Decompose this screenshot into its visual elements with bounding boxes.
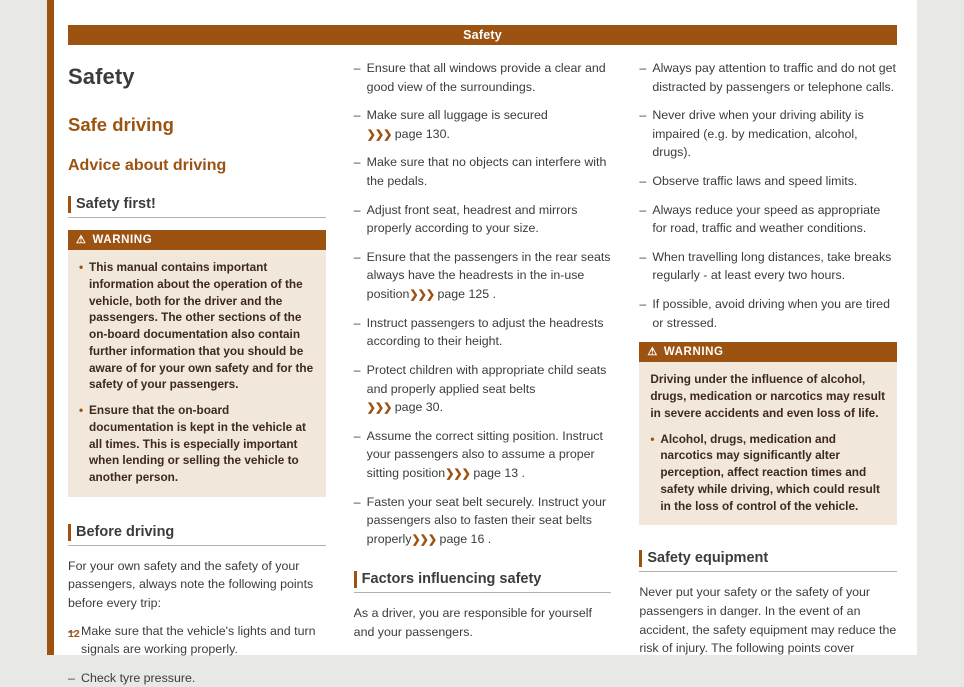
list-item <box>354 153 612 190</box>
heading-before-driving-label: Before driving <box>76 523 175 540</box>
cross-reference-label: page 125 . <box>437 287 497 302</box>
document-page <box>47 0 917 685</box>
cross-reference-label: page 16 . <box>439 531 492 546</box>
list-item-text: Fasten your seat belt securely. Instruct your passengers also to fasten their seat belts properly <box>366 494 607 546</box>
page-number: 12 <box>68 628 80 640</box>
list-item: – Observe traffic laws and speed limits. <box>639 172 897 191</box>
chevron-right-icon: ❯❯❯ <box>411 533 437 546</box>
list-item <box>354 248 612 304</box>
cross-reference[interactable] <box>409 287 496 301</box>
list-item: – Never drive when your driving ability is impaired (e.g. by medication, alcohol, drugs). <box>639 106 897 162</box>
cross-reference-label: page 13 . <box>473 465 525 480</box>
section-title-safe-driving: Safe driving <box>68 114 174 135</box>
page-title: Safety <box>68 64 135 89</box>
heading-safety-equipment <box>639 549 897 572</box>
list-item <box>354 361 612 417</box>
list-item-text: Adjust front seat, headrest and mirrors properly according to your size. <box>366 202 578 236</box>
chevron-right-icon: ❯❯❯ <box>445 467 470 480</box>
list-item-text: Protect children with appropriate child seats and properly applied seat belts <box>366 362 607 396</box>
heading-factors-influencing-safety <box>354 570 612 593</box>
cross-reference[interactable] <box>367 127 450 141</box>
list-item: – Always pay attention to traffic and do not get distracted by passengers or telephone calls. <box>639 59 897 96</box>
list-item-text: Make sure that no objects can interfere with the pedals. <box>366 155 607 189</box>
warning-triangle-icon: ⚠ <box>76 233 87 246</box>
chevron-right-icon: ❯❯❯ <box>409 289 435 302</box>
cross-reference[interactable] <box>411 532 491 546</box>
factors-body-text: As a driver, you are responsible for yourself and your passengers. <box>353 606 592 640</box>
driving-responsibility-list <box>639 59 897 332</box>
heading-factors-label: Factors influencing safety <box>361 571 542 588</box>
chevron-right-icon: ❯❯❯ <box>366 128 392 141</box>
list-item-text: Instruct passengers to adjust the headrests according to their height. <box>366 315 604 349</box>
warning-box-header <box>639 342 897 362</box>
list-item <box>354 314 612 351</box>
heading-safety-first <box>68 195 326 218</box>
column-right <box>639 55 897 656</box>
column-middle <box>353 55 612 640</box>
heading-safety-first-label: Safety first! <box>76 196 156 212</box>
cross-reference-label: page 30. <box>394 400 444 415</box>
list-item-text: Assume the correct sitting position. Instruct your passengers also to assume a proper sitting position <box>366 428 603 480</box>
before-driving-list <box>68 622 326 687</box>
warning-box-body <box>639 362 897 525</box>
warning-box-header <box>68 230 326 250</box>
cross-reference[interactable] <box>367 400 443 414</box>
list-item <box>354 201 612 238</box>
before-driving-intro: For your own safety and the safety of your passengers, always note the following points before every trip: <box>68 558 314 610</box>
warning-paragraph: Driving under the influence of alcohol, drugs, medication or narcotics may result in severe accidents and even loss of life. <box>650 372 886 420</box>
cross-reference-label: page 130. <box>394 126 450 141</box>
list-item-text: Make sure all luggage is secured <box>366 108 548 123</box>
warning-paragraph: • Ensure that the on-board documentation is kept in the vehicle at all times. This is especially important when lending or selling the vehicle to another person. <box>79 402 315 486</box>
page-accent-bar <box>47 0 54 655</box>
list-item <box>354 59 612 96</box>
list-item: – Check tyre pressure. <box>68 669 326 687</box>
list-item <box>354 106 612 143</box>
page-columns <box>68 55 897 685</box>
page-header-band: Safety <box>68 25 897 45</box>
list-item: – If possible, avoid driving when you are tired or stressed. <box>639 295 897 332</box>
chevron-right-icon: ❯❯❯ <box>366 402 392 415</box>
list-item-text: Ensure that all windows provide a clear and good view of the surroundings. <box>366 61 606 94</box>
heading-before-driving <box>68 523 326 546</box>
warning-label: WARNING <box>663 346 724 359</box>
list-item: – When travelling long distances, take breaks regularly - at least every two hours. <box>639 248 897 285</box>
heading-safety-equipment-label: Safety equipment <box>647 550 769 567</box>
warning-box-impairment <box>639 342 897 525</box>
list-item <box>354 427 612 483</box>
list-item <box>354 493 612 549</box>
warning-box-manual <box>68 230 326 497</box>
warning-paragraph: • Alcohol, drugs, medication and narcotics may significantly alter perception, affect reaction times and safety while driving, which could result in the loss of control of the vehicle. <box>650 431 886 515</box>
list-item: – Make sure that the vehicle's lights and turn signals are working properly. <box>68 622 326 659</box>
section-title-advice-about-driving: Advice about driving <box>68 157 227 174</box>
warning-box-body <box>68 250 326 497</box>
list-item: – Always reduce your speed as appropriate for road, traffic and weather conditions. <box>639 201 897 238</box>
before-driving-list-continued <box>354 59 612 548</box>
safety-equipment-body-text: Never put your safety or the safety of your passengers in danger. In the event of an accident, the safety equipment may reduce the risk of injury. The following points cover <box>639 585 897 656</box>
list-item-text: Ensure that the passengers in the rear seats always have the headrests in the in-use position <box>366 249 611 302</box>
cross-reference[interactable] <box>445 466 525 480</box>
warning-paragraph: • This manual contains important information about the operation of the vehicle, both for the driver and the passengers. The other sections of the on-board documentation also contain further information that you should be aware of for your own safety and for the safety of your passengers. <box>79 259 315 393</box>
warning-label: WARNING <box>92 234 153 246</box>
warning-triangle-icon: ⚠ <box>647 345 658 358</box>
